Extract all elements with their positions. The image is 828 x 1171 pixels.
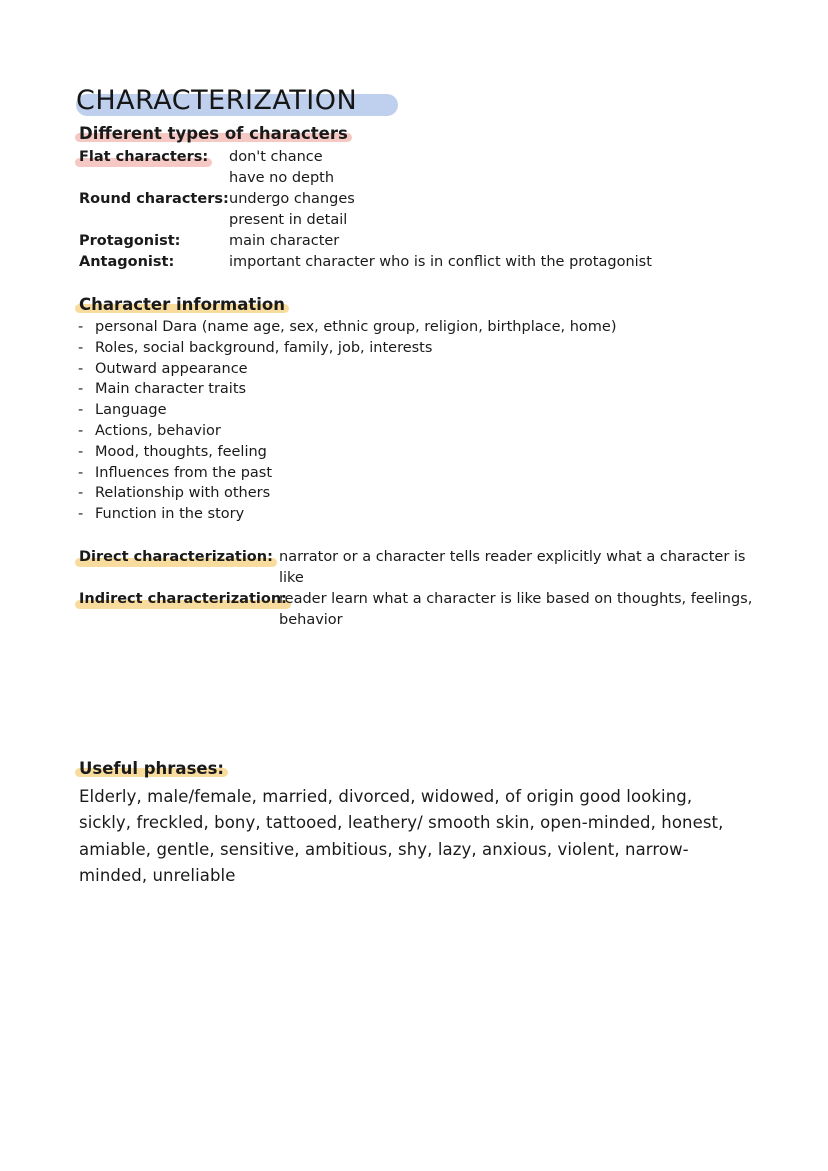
info-list — [78, 317, 617, 525]
list-item: - Function in the story — [78, 506, 245, 523]
phrases-text: Elderly, male/female, married, divorced, widowed, of origin good looking, sickly, freckled, bony, tattooed, leathery/ smooth skin, open-minded, honest, amiable, gentle, sensitive, ambitious, shy, lazy, anxious, violent, narrow-minded, unreliable — [79, 787, 724, 885]
type-label-round: Round characters: — [79, 191, 229, 207]
type-label-flat: Flat characters: — [79, 147, 208, 168]
types-heading — [79, 124, 348, 143]
list-item: - personal Dara (name age, sex, ethnic group, religion, birthplace, home) — [78, 319, 617, 335]
list-item: - Influences from the past — [78, 464, 273, 481]
direct-line-2: like — [279, 570, 304, 586]
type-label-antagonist: Antagonist: — [79, 254, 175, 270]
info-heading — [79, 295, 285, 314]
type-value-round-1: undergo changes — [229, 191, 355, 207]
list-item: - Relationship with others — [78, 485, 271, 502]
type-value-protagonist: main character — [229, 233, 340, 249]
indirect-line-2: behavior — [279, 612, 343, 628]
direct-label: Direct characterization: — [79, 547, 273, 568]
type-value-flat-2: have no depth — [229, 170, 335, 186]
list-item: - Mood, thoughts, feeling — [78, 443, 267, 460]
title-block — [76, 84, 357, 118]
indirect-line-1: reader learn what a character is like based on thoughts, feelings, — [279, 591, 753, 607]
info-heading-text: Character information — [79, 295, 286, 314]
phrases-heading — [79, 759, 224, 778]
list-item: - Language — [78, 402, 167, 419]
list-item: - Roles, social background, family, job, interests — [78, 339, 433, 356]
list-item: - Actions, behavior — [78, 422, 221, 439]
list-item: - Main character traits — [78, 381, 247, 398]
type-label-protagonist: Protagonist: — [79, 233, 181, 249]
indirect-label: Indirect characterization: — [79, 589, 287, 610]
list-item: - Outward appearance — [78, 360, 248, 377]
type-value-flat-1: don't chance — [229, 149, 323, 165]
phrases-heading-text: Useful phrases: — [79, 759, 224, 778]
direct-line-1: narrator or a character tells reader explicitly what a character is — [279, 549, 746, 565]
page-title: CHARACTERIZATION — [76, 85, 358, 116]
type-value-round-2: present in detail — [229, 212, 348, 228]
type-value-antagonist: important character who is in conflict with the protagonist — [229, 254, 652, 270]
types-heading-text: Different types of characters — [79, 124, 348, 143]
